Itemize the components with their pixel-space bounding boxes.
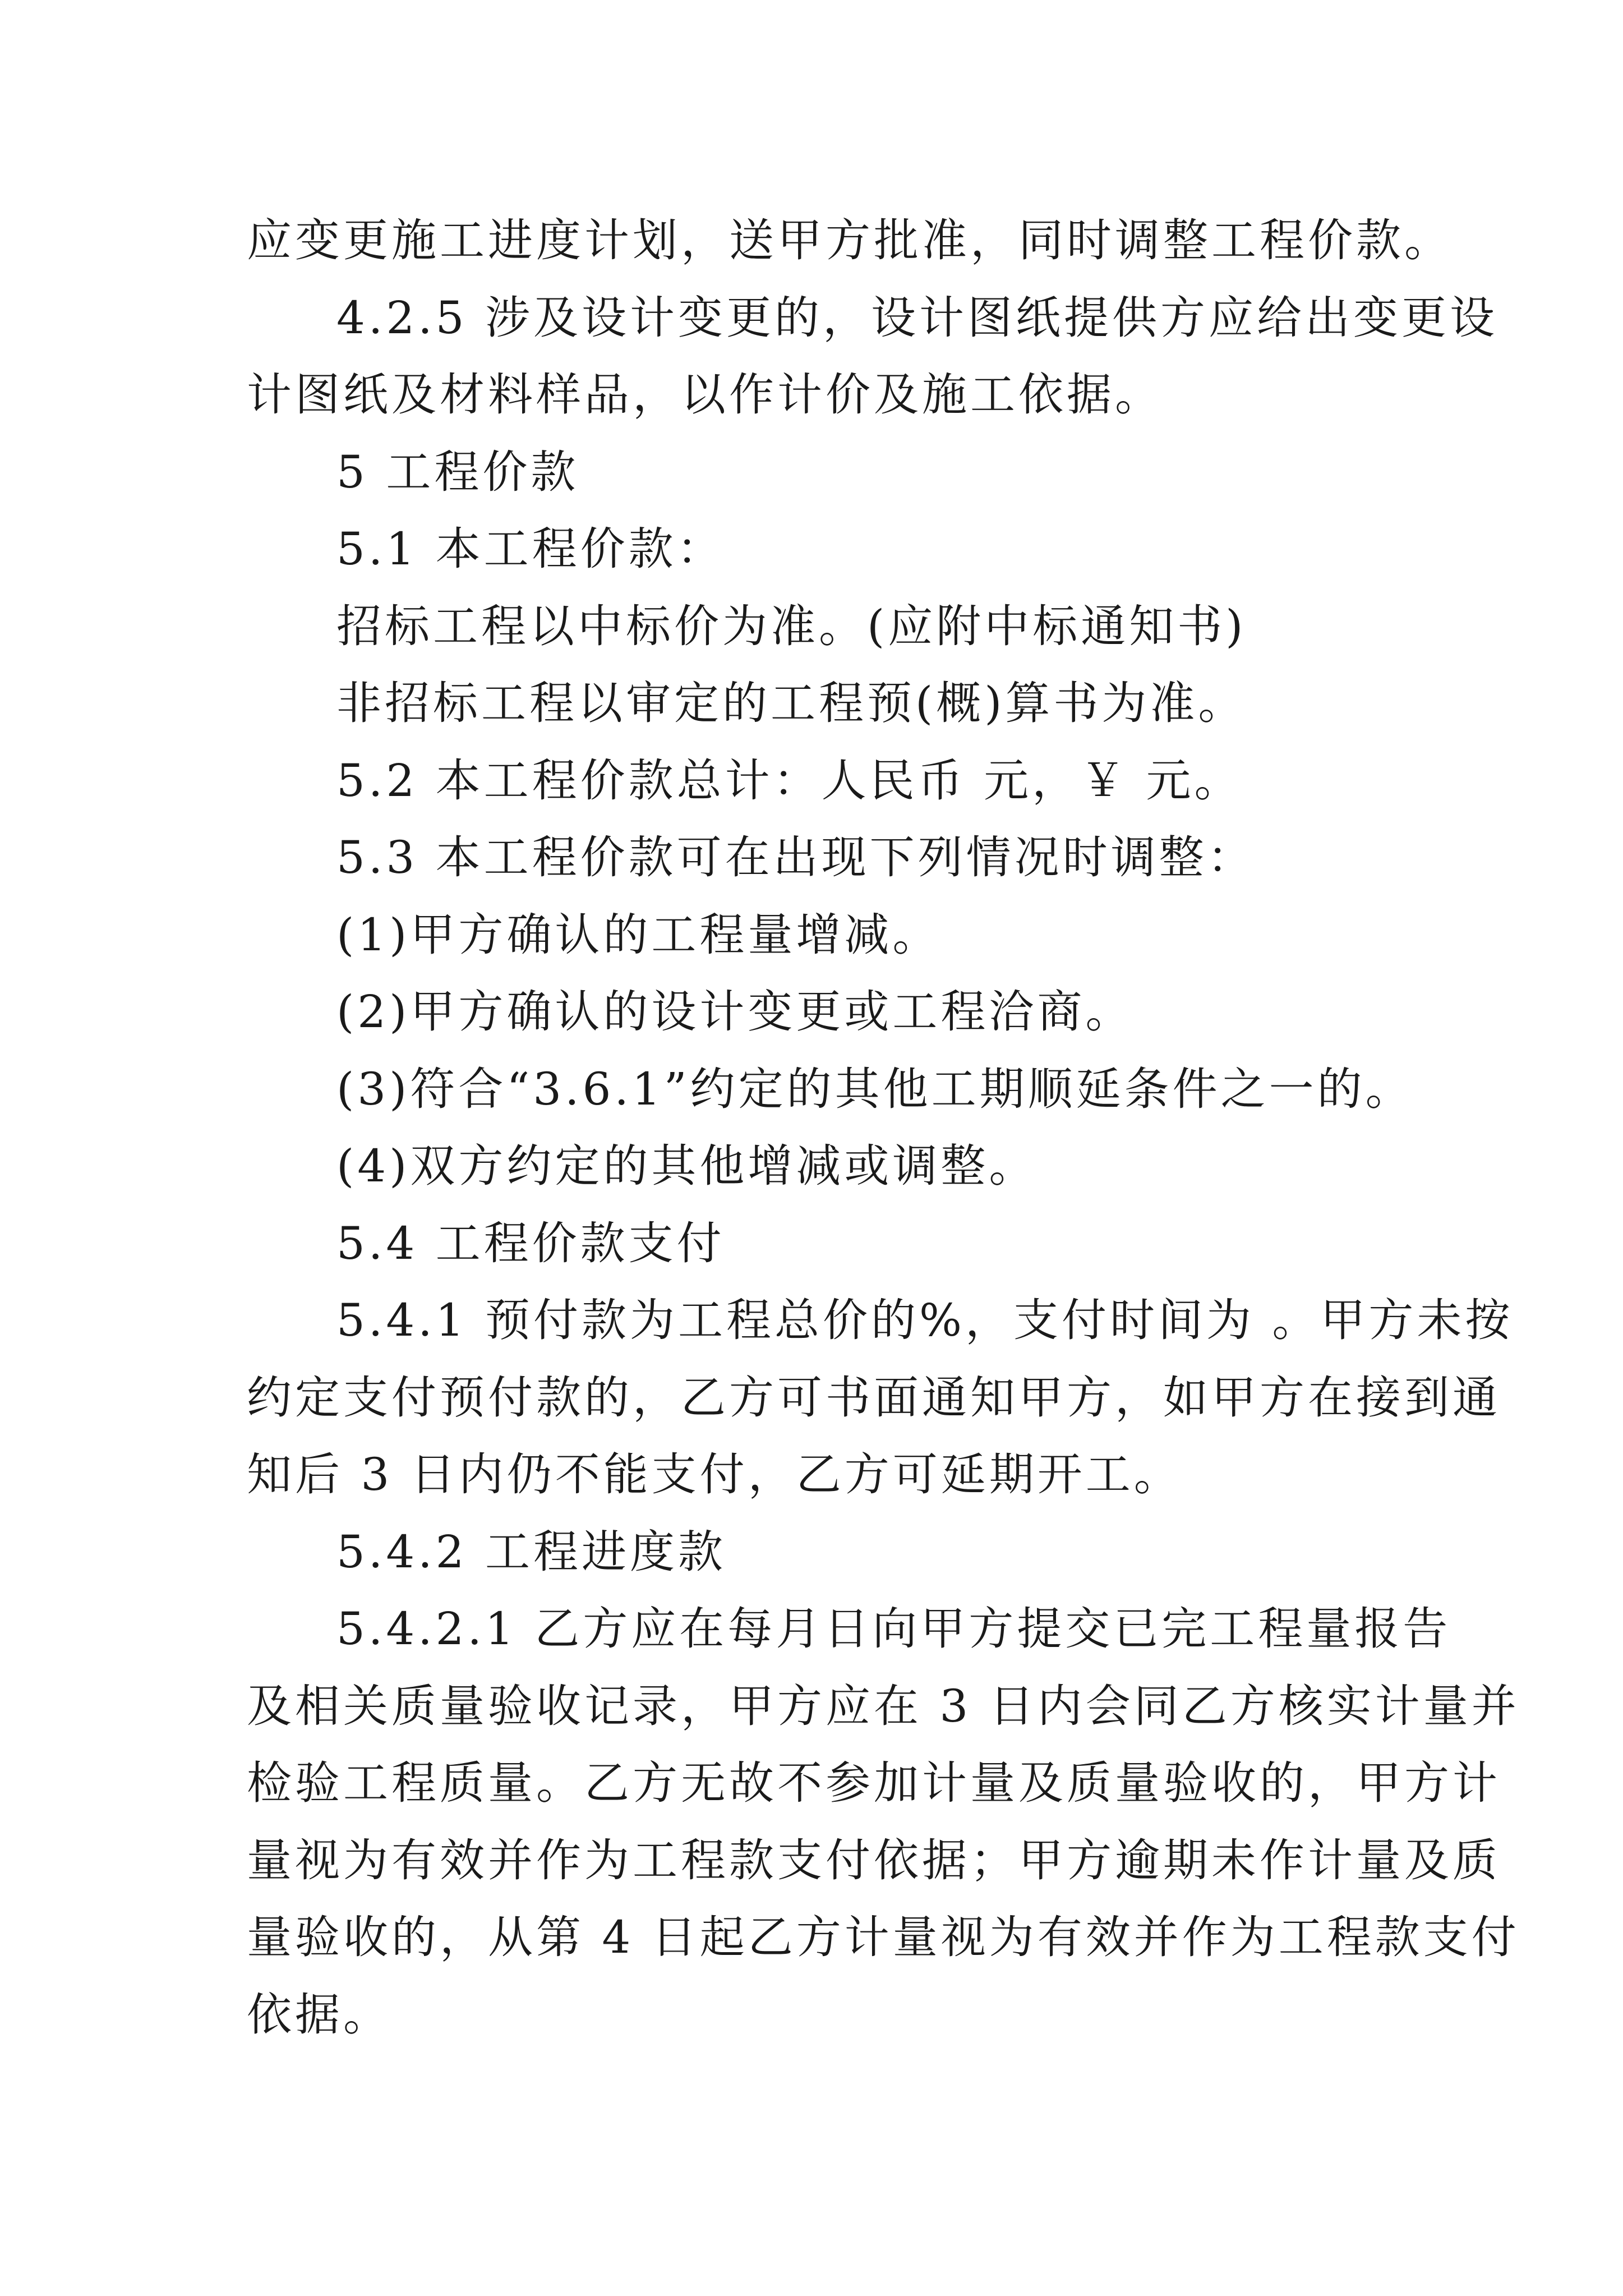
paragraph-line: 量验收的，从第 4 日起乙方计量视为有效并作为工程款支付 [247, 1911, 1520, 1963]
list-item: (4)双方约定的其他增减或调整。 [336, 1140, 1038, 1192]
paragraph-line: 依据。 [247, 1988, 391, 2041]
clause-5-4-2-1: 5.4.2.1 乙方应在每月日向甲方提交已完工程量报告 [336, 1603, 1451, 1655]
section-heading-5: 5 工程价款 [336, 445, 579, 498]
paragraph-line: 计图纸及材料样品，以作计价及施工依据。 [247, 369, 1163, 421]
clause-5-1: 5.1 本工程价款： [336, 523, 725, 575]
clause-5-2: 5.2 本工程价款总计：人民币 元，￥ 元。 [336, 754, 1243, 807]
clause-5-4-1: 5.4.1 预付款为工程总价的%，支付时间为 。甲方未按 [336, 1294, 1514, 1346]
paragraph-line: 非招标工程以审定的工程预(概)算书为准。 [336, 677, 1247, 729]
paragraph-line: 检验工程质量。乙方无故不参加计量及质量验收的，甲方计 [247, 1757, 1501, 1809]
list-item: (1)甲方确认的工程量增减。 [336, 908, 941, 961]
paragraph-line: 及相关质量验收记录，甲方应在 3 日内会同乙方核实计量并 [247, 1680, 1520, 1732]
list-item: (3)符合“3.6.1”约定的其他工期顺延条件之一的。 [336, 1062, 1414, 1115]
clause-4-2-5: 4.2.5 涉及设计变更的，设计图纸提供方应给出变更设 [336, 291, 1498, 344]
list-item: (2)甲方确认的设计变更或工程洽商。 [336, 986, 1134, 1038]
paragraph-line: 约定支付预付款的，乙方可书面通知甲方，如甲方在接到通 [247, 1371, 1501, 1424]
paragraph-line: 应变更施工进度计划，送甲方批准，同时调整工程价款。 [247, 214, 1453, 266]
document-page [247, 202, 1520, 2053]
clause-5-4-2: 5.4.2 工程进度款 [336, 1525, 726, 1578]
paragraph-line: 量视为有效并作为工程款支付依据；甲方逾期未作计量及质 [247, 1834, 1501, 1887]
paragraph-line: 知后 3 日内仍不能支付，乙方可延期开工。 [247, 1448, 1182, 1501]
clause-5-4: 5.4 工程价款支付 [336, 1217, 725, 1269]
paragraph-line: 招标工程以中标价为准。(应附中标通知书) [336, 600, 1247, 652]
clause-5-3: 5.3 本工程价款可在出现下列情况时调整： [336, 831, 1256, 884]
